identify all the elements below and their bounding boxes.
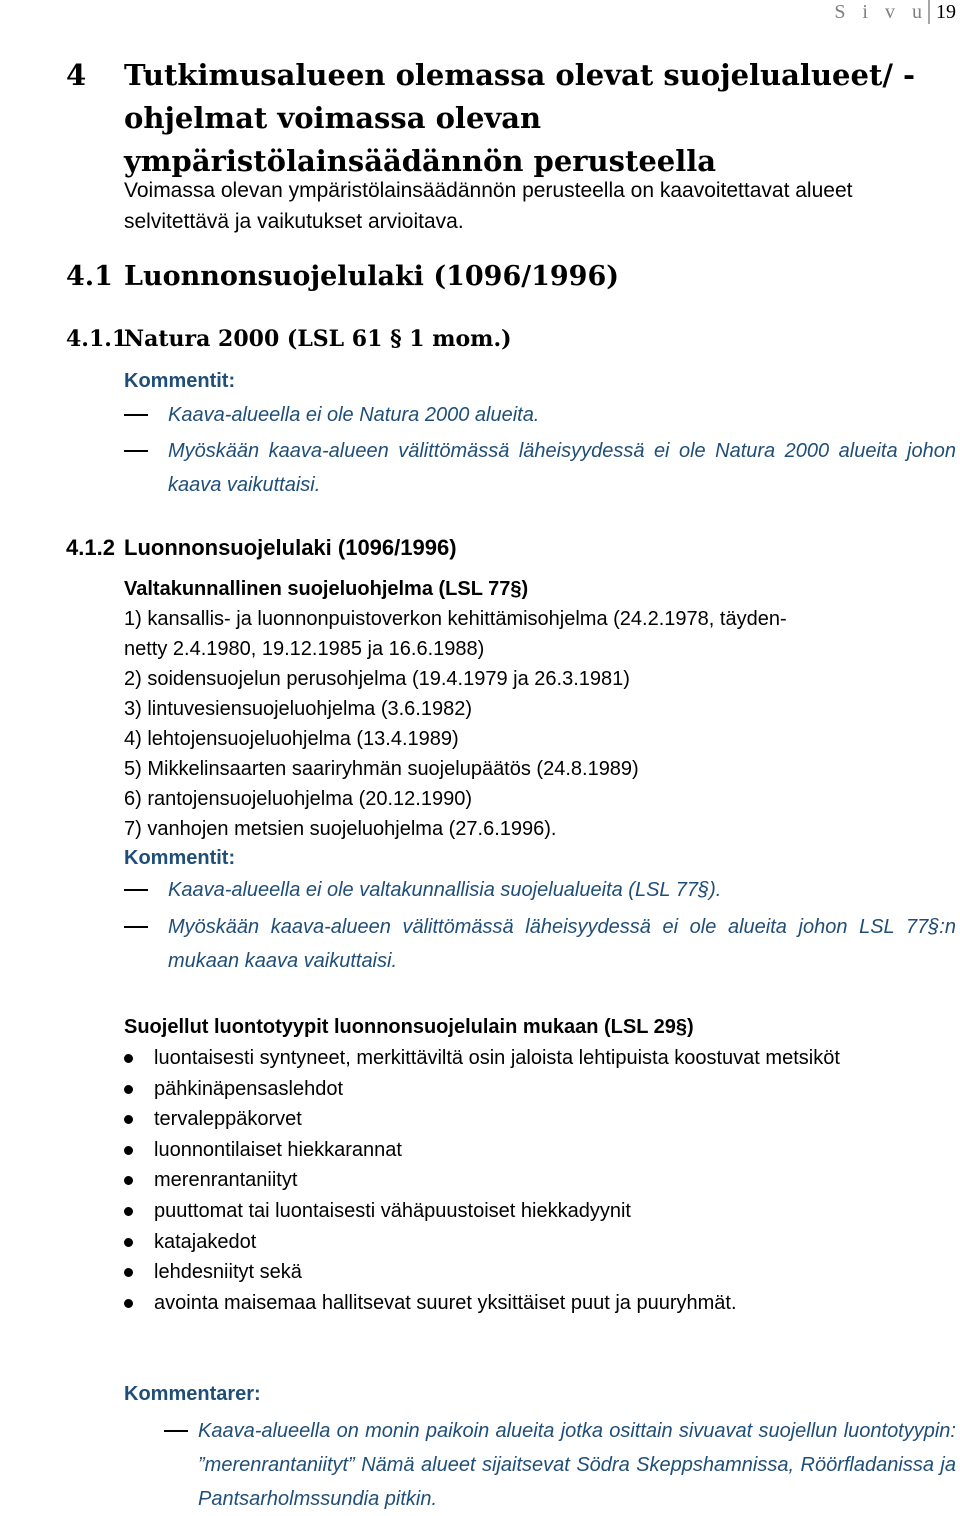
list-item (124, 1074, 956, 1105)
subsection-title: Luonnonsuojelulaki (1096/1996) (124, 535, 457, 560)
page-number (834, 0, 956, 24)
habitat-text: lehdesniityt sekä (154, 1261, 302, 1284)
page-number-value: 19 (936, 1, 956, 23)
habitat-comment (164, 1414, 956, 1516)
list-item (124, 1043, 956, 1074)
comment-text: Myöskään kaava-alueen välittömässä läheisyydessä ei ole Natura 2000 alueita johon kaava vaikuttaisi. (168, 440, 956, 496)
list-item (124, 1135, 956, 1166)
subsection-heading-4-1-1 (66, 323, 512, 355)
chapter-number: 4 (66, 58, 87, 92)
section-number: 4.1 (66, 261, 113, 292)
habitat-text: katajakedot (154, 1230, 257, 1253)
habitats-title: Suojellut luontotyypit luonnonsuojelulain mukaan (LSL 29§) (124, 1016, 694, 1038)
comment-item (124, 434, 956, 502)
subsection-title: Natura 2000 (LSL 61 § 1 mom.) (124, 326, 512, 352)
list-item (124, 1257, 956, 1288)
habitat-text: luontaisesti syntyneet, merkittäviltä osin jaloista lehtipuista koostuvat metsiköt (154, 1047, 840, 1069)
program-label: Valtakunnallinen suojeluohjelma (LSL 77§) (124, 578, 529, 600)
program-list (124, 604, 956, 844)
dash-marker (124, 450, 148, 452)
program-line: 5) Mikkelinsaarten saariryhmän suojelupäätös (24.8.1989) (124, 758, 639, 780)
program-line: 6) rantojensuojeluohjelma (20.12.1990) (124, 788, 473, 810)
list-item (124, 1288, 956, 1319)
chapter-title: Tutkimusalueen olemassa olevat suojelualueet/ - ohjelmat voimassa olevan ympäristölainsäädännön perusteella (124, 58, 916, 178)
bullet-icon (124, 1054, 133, 1063)
habitat-text: merenrantaniityt (154, 1169, 298, 1192)
bullet-icon (124, 1299, 133, 1308)
habitat-text: tervaleppäkorvet (154, 1108, 302, 1131)
bullet-icon (124, 1238, 133, 1247)
habitat-text: luonnontilaiset hiekkarannat (154, 1138, 402, 1161)
habitat-comment-text: Kaava-alueella on monin paikoin alueita jotka osittain sivuavat suojellun luontotyypin: ”merenrantaniityt” Nämä alueet sijaitsevat Södra Skeppshamnissa, Röörfladanissa ja Pantsarholmssundia pitkin. (198, 1420, 956, 1510)
program-line: 2) soidensuojelun perusohjelma (19.4.1979 ja 26.3.1981) (124, 668, 630, 690)
bullet-icon (124, 1268, 133, 1277)
comment-text: Kaava-alueella ei ole Natura 2000 alueita. (168, 404, 540, 426)
bullet-icon (124, 1207, 133, 1216)
bullet-icon (124, 1085, 133, 1094)
habitat-text: avointa maisemaa hallitsevat suuret yksittäiset puut ja puuryhmät. (154, 1291, 737, 1314)
list-item (124, 1104, 956, 1135)
page-number-label: S i v u (834, 1, 928, 23)
comment-item (124, 398, 956, 432)
subsection-number: 4.1.1 (66, 326, 128, 352)
list-item (124, 1227, 956, 1258)
program-line: 4) lehtojensuojeluohjelma (13.4.1989) (124, 728, 459, 750)
dash-marker (164, 1430, 188, 1432)
program-line: netty 2.4.1980, 19.12.1985 ja 16.6.1988) (124, 638, 485, 660)
chapter-heading (66, 54, 946, 183)
page-number-divider (928, 0, 930, 24)
bullet-icon (124, 1115, 133, 1124)
habitat-text: puuttomat tai luontaisesti vähäpuustoiset hiekkadyynit (154, 1199, 631, 1222)
habitat-text: pähkinäpensaslehdot (154, 1077, 344, 1100)
bullet-icon (124, 1146, 133, 1155)
program-line: 3) lintuvesiensuojeluohjelma (3.6.1982) (124, 698, 472, 720)
comment-text: Kaava-alueella ei ole valtakunnallisia suojelualueita (LSL 77§). (168, 879, 722, 901)
comment-text: Myöskään kaava-alueen välittömässä läheisyydessä ei ole alueita johon LSL 77§:n mukaan kaava vaikuttaisi. (168, 916, 956, 972)
program-line: 7) vanhojen metsien suojeluohjelma (27.6.1996). (124, 818, 557, 840)
dash-marker (124, 414, 148, 416)
dash-marker (124, 889, 148, 891)
section-heading-4-1 (66, 257, 619, 297)
program-line: 1) kansallis- ja luonnonpuistoverkon kehittämisohjelma (24.2.1978, täyden- (124, 608, 787, 630)
dash-marker (124, 926, 148, 928)
kommentarer-label: Kommentarer: (124, 1383, 261, 1405)
comment-item (124, 910, 956, 978)
subsection-heading-4-1-2 (66, 532, 457, 564)
list-item (124, 1196, 956, 1227)
subsection-number: 4.1.2 (66, 535, 115, 560)
bullet-icon (124, 1176, 133, 1185)
comments-label: Kommentit: (124, 370, 236, 392)
chapter-intro: Voimassa olevan ympäristölainsäädännön perusteella on kaavoitettavat alueet selvitettävä ja vaikutukset arvioitava. (124, 179, 853, 233)
habitat-list (124, 1043, 956, 1318)
comment-item (124, 873, 956, 907)
list-item (124, 1165, 956, 1196)
section-title: Luonnonsuojelulaki (1096/1996) (124, 261, 620, 292)
comments-label: Kommentit: (124, 847, 236, 869)
